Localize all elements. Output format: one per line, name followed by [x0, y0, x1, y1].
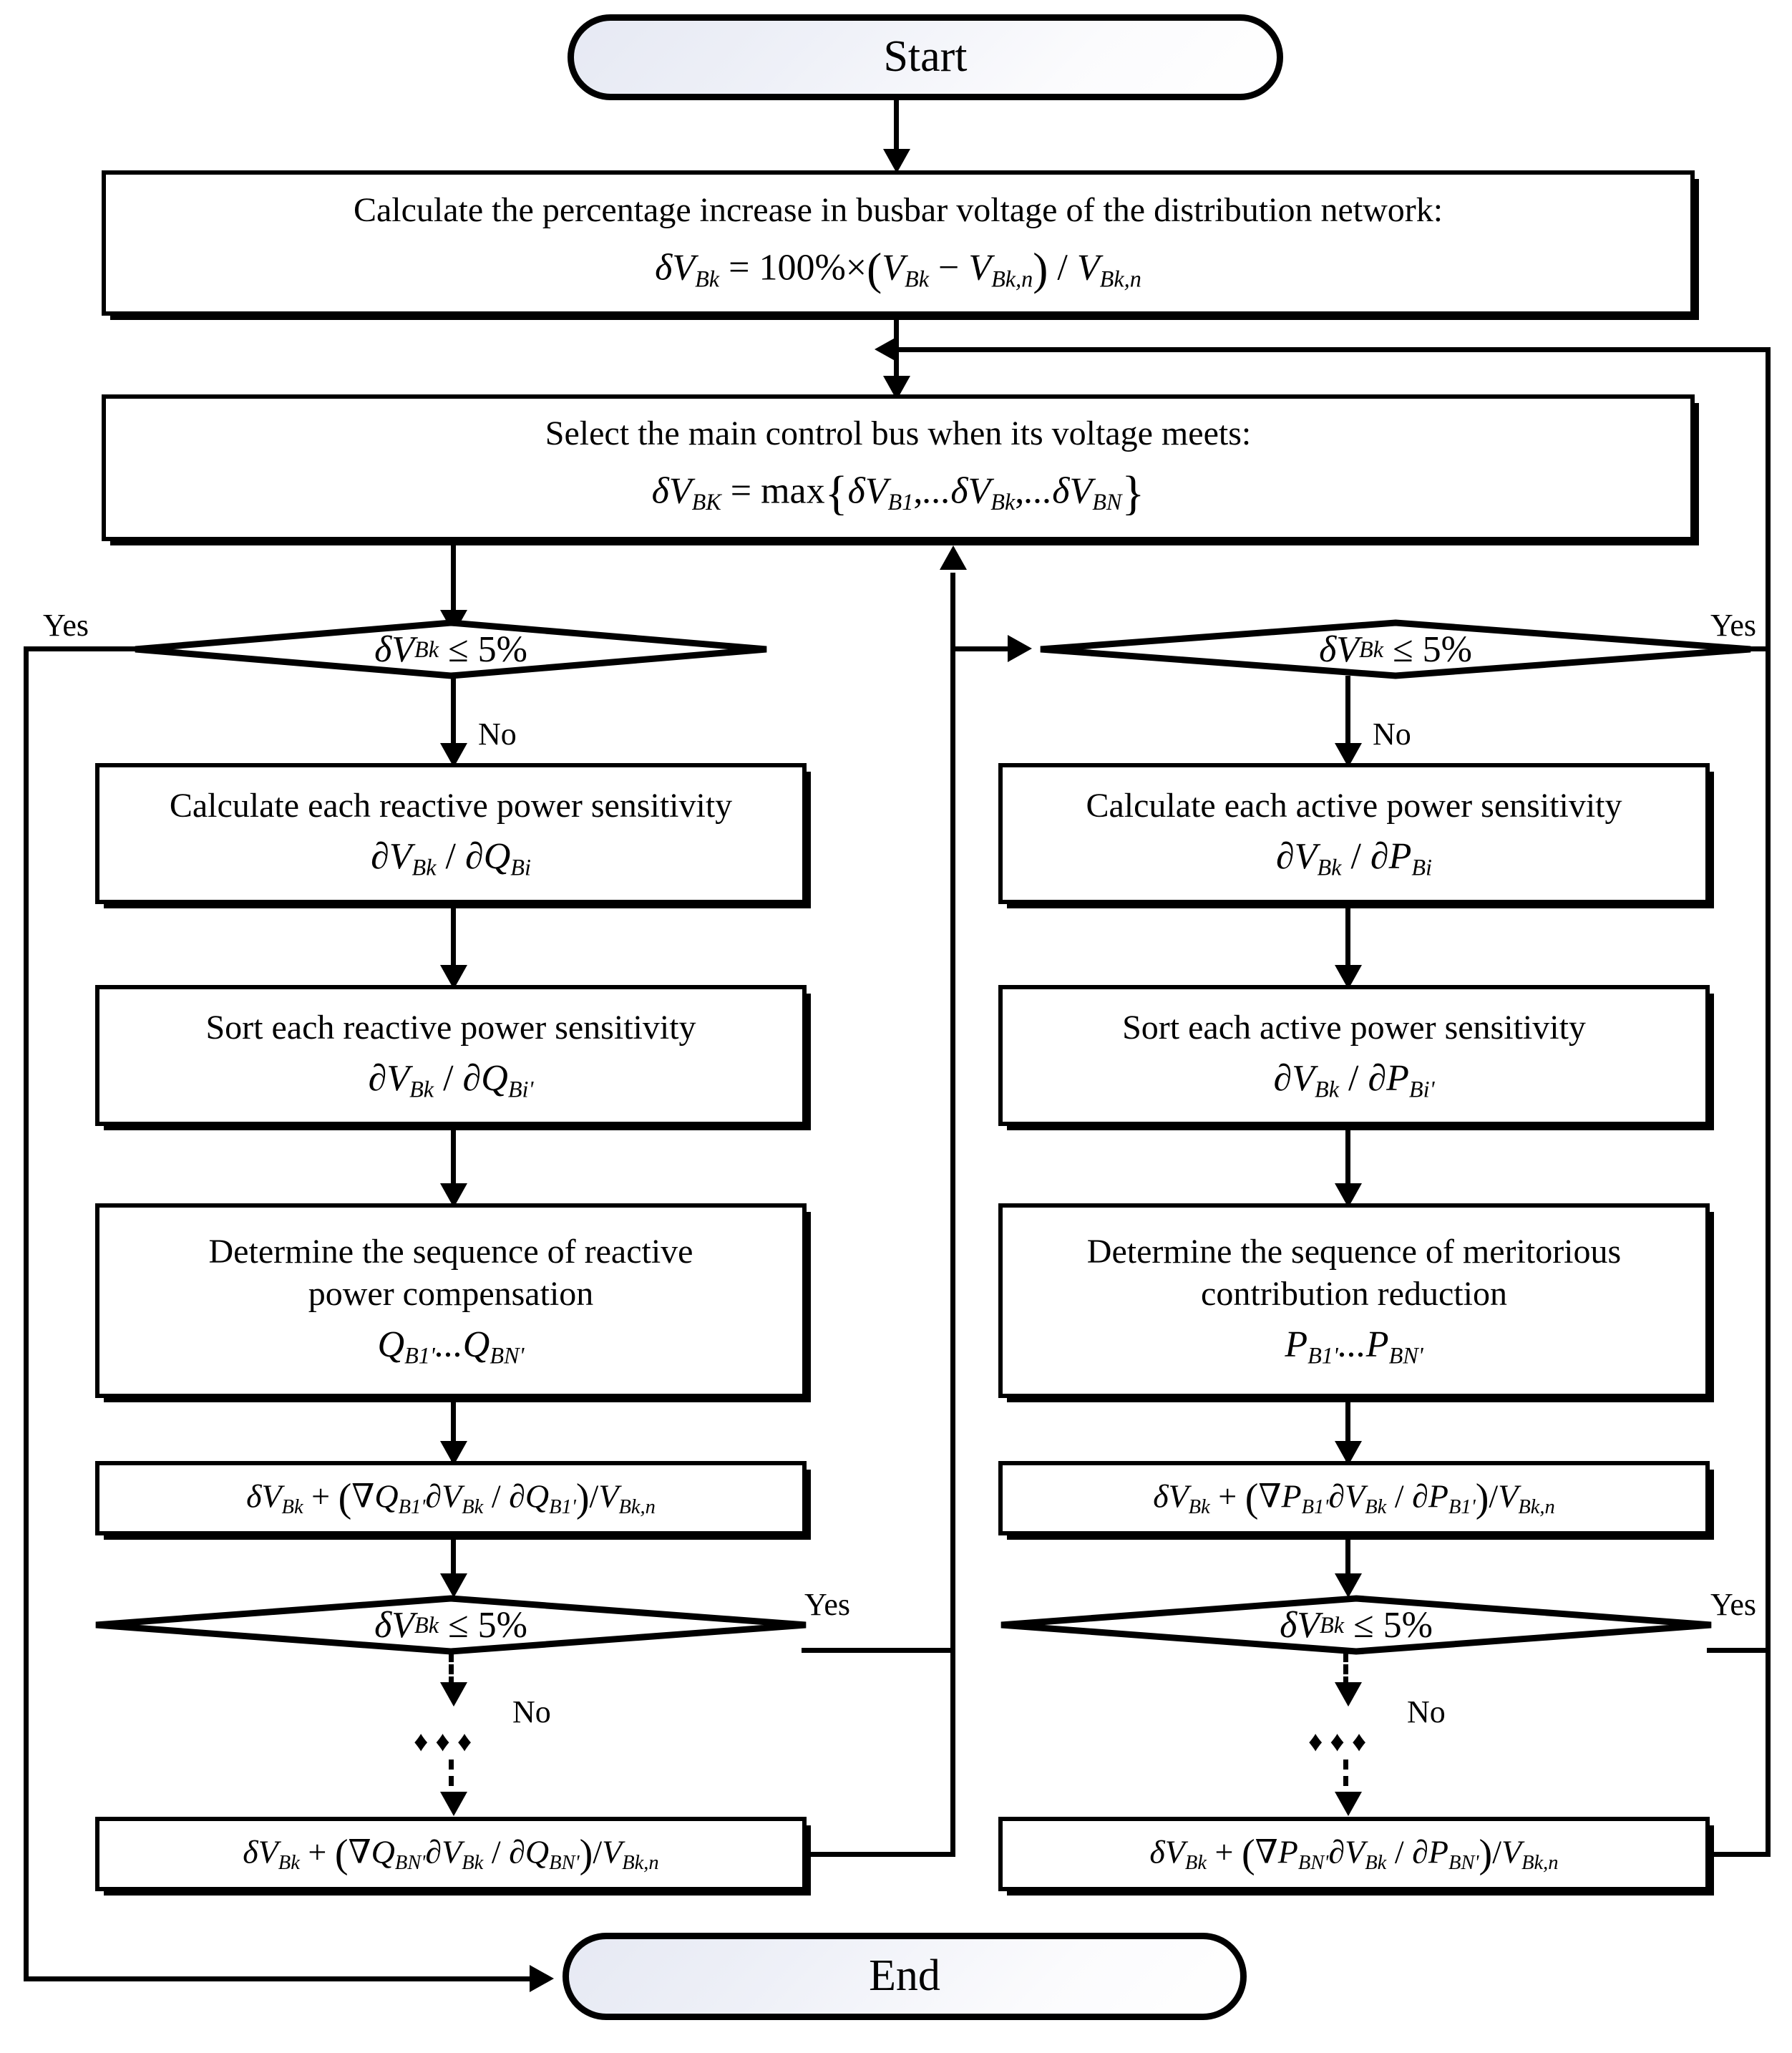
node-right-calculate-sensitivity-line1: Calculate each active power sensitivity — [1086, 786, 1622, 825]
node-right-determine-sequence-formula: $P_{B1'}...P_{BN'}$ — [1285, 1324, 1423, 1369]
node-right-calculate-sensitivity-formula: $\partial V_{Bk} / \partial P_{Bi}$ — [1275, 836, 1433, 880]
node-left-sort-sensitivity — [95, 985, 807, 1126]
edge-left-rail-to-end — [24, 1976, 539, 1981]
node-decision-left-1 — [132, 620, 769, 679]
edge-label-no: No — [478, 717, 517, 752]
edge-label-yes: Yes — [43, 608, 89, 643]
node-left-determine-sequence — [95, 1203, 807, 1398]
node-right-determine-sequence-line1: Determine the sequence of meritorious — [1086, 1232, 1622, 1271]
arrowhead-down — [1335, 1792, 1362, 1816]
node-decision-right-1 — [1038, 620, 1753, 679]
edge-centre-riser — [950, 573, 955, 1857]
node-decision-right-2 — [998, 1596, 1714, 1654]
node-end — [563, 1933, 1247, 2020]
edge-label-yes: Yes — [1710, 1587, 1757, 1622]
node-right-sort-sensitivity-line1: Sort each active power sensitivity — [1122, 1008, 1586, 1047]
node-select-main-control-bus-line1: Select the main control bus when its voltage meets: — [545, 414, 1252, 452]
node-right-determine-sequence — [998, 1203, 1710, 1398]
node-calculate-percentage-line1: Calculate the percentage increase in busbar voltage of the distribution network: — [353, 190, 1443, 229]
edge-label-no: No — [1407, 1694, 1446, 1729]
node-left-determine-sequence-line2: power compensation — [308, 1274, 594, 1313]
node-right-calculate-sensitivity — [998, 763, 1710, 904]
edge-left-dec2-no-dashed-upper — [449, 1652, 454, 1686]
node-left-calculate-sensitivity-line1: Calculate each reactive power sensitivity — [169, 786, 733, 825]
node-decision-left-2-condition: δV Bk ≤ 5% — [374, 1604, 527, 1646]
node-left-update-last-formula: $\delta V_{Bk} + (\nabla Q_{BN'}\partial V_{Bk} / \partial Q_{BN'})/V_{Bk,n}$ — [243, 1831, 659, 1876]
node-left-calculate-sensitivity-formula: $\partial V_{Bk} / \partial Q_{Bi}$ — [371, 836, 531, 880]
arrowhead-right — [1008, 635, 1032, 662]
node-right-update-first-formula: $\delta V_{Bk} + (\nabla P_{B1'}\partial V_{Bk} / \partial P_{B1'})/V_{Bk,n}$ — [1153, 1475, 1555, 1520]
ellipsis-marker-right: ♦♦♦ — [1308, 1725, 1374, 1757]
node-start — [568, 14, 1283, 100]
edge-left-dec1-yes — [24, 646, 138, 651]
edge-right-dec2-yes — [1707, 1648, 1771, 1653]
node-left-determine-sequence-formula: $Q_{B1'}...Q_{BN'}$ — [377, 1324, 525, 1369]
edge-left-update-last-out — [805, 1852, 955, 1857]
node-calculate-percentage — [102, 170, 1695, 316]
edge-right-update-last-out — [1707, 1852, 1771, 1857]
arrowhead-left — [875, 336, 899, 363]
edge-label-yes: Yes — [804, 1587, 851, 1622]
node-start-label: Start — [883, 32, 968, 82]
node-calculate-percentage-formula: $\delta V_{Bk} = 100\%\times(V_{Bk} - V_{Bk,n}) / V_{Bk,n}$ — [655, 243, 1141, 295]
node-left-sort-sensitivity-line1: Sort each reactive power sensitivity — [205, 1008, 696, 1047]
arrowhead-down — [440, 1792, 467, 1816]
arrowhead-down — [883, 149, 910, 173]
arrowhead-down — [1335, 1682, 1362, 1707]
ellipsis-marker-left: ♦♦♦ — [414, 1725, 479, 1757]
arrowhead-down — [1335, 1573, 1362, 1598]
node-select-main-control-bus — [102, 394, 1695, 541]
node-left-update-first-formula: $\delta V_{Bk} + (\nabla Q_{B1'}\partial V_{Bk} / \partial Q_{B1'})/V_{Bk,n}$ — [246, 1475, 656, 1520]
node-left-determine-sequence-line1: Determine the sequence of reactive — [208, 1232, 693, 1271]
node-right-update-last-formula: $\delta V_{Bk} + (\nabla P_{BN'}\partial V_{Bk} / \partial P_{BN'})/V_{Bk,n}$ — [1149, 1831, 1559, 1876]
node-decision-left-2 — [93, 1596, 809, 1654]
node-left-update-first — [95, 1461, 807, 1535]
node-left-update-last — [95, 1817, 807, 1891]
node-right-update-first — [998, 1461, 1710, 1535]
edge-into-right-dec1 — [955, 646, 1013, 651]
edge-return-to-select — [899, 347, 1771, 352]
arrowhead-up — [940, 545, 967, 570]
edge-left-rail — [24, 646, 29, 1981]
arrowhead-down — [440, 1573, 467, 1598]
node-decision-right-2-condition: δV Bk ≤ 5% — [1280, 1604, 1433, 1646]
node-decision-right-1-condition: δV Bk ≤ 5% — [1319, 628, 1472, 670]
node-right-determine-sequence-line2: contribution reduction — [1201, 1274, 1507, 1313]
node-end-label: End — [869, 1951, 940, 2001]
node-left-sort-sensitivity-formula: $\partial V_{Bk} / \partial Q_{Bi'}$ — [368, 1058, 534, 1102]
arrowhead-down — [440, 1682, 467, 1707]
edge-label-no: No — [1373, 717, 1411, 752]
node-left-calculate-sensitivity — [95, 763, 807, 904]
arrowhead-right — [530, 1965, 554, 1992]
edge-far-right-rail — [1766, 347, 1771, 1856]
edge-right-dec2-no-dashed-upper — [1343, 1652, 1348, 1686]
node-select-main-control-bus-formula: $\delta V_{BK} = \max\{\delta V_{B1},...\delta V_{Bk},...\delta V_{BN}\}$ — [651, 467, 1145, 520]
edge-left-dec2-yes — [802, 1648, 955, 1653]
edge-label-no: No — [512, 1694, 551, 1729]
node-right-sort-sensitivity-formula: $\partial V_{Bk} / \partial P_{Bi'}$ — [1273, 1058, 1435, 1102]
edge-label-yes: Yes — [1710, 608, 1757, 643]
node-right-sort-sensitivity — [998, 985, 1710, 1126]
node-decision-left-1-condition: δV Bk ≤ 5% — [374, 628, 527, 670]
node-right-update-last — [998, 1817, 1710, 1891]
